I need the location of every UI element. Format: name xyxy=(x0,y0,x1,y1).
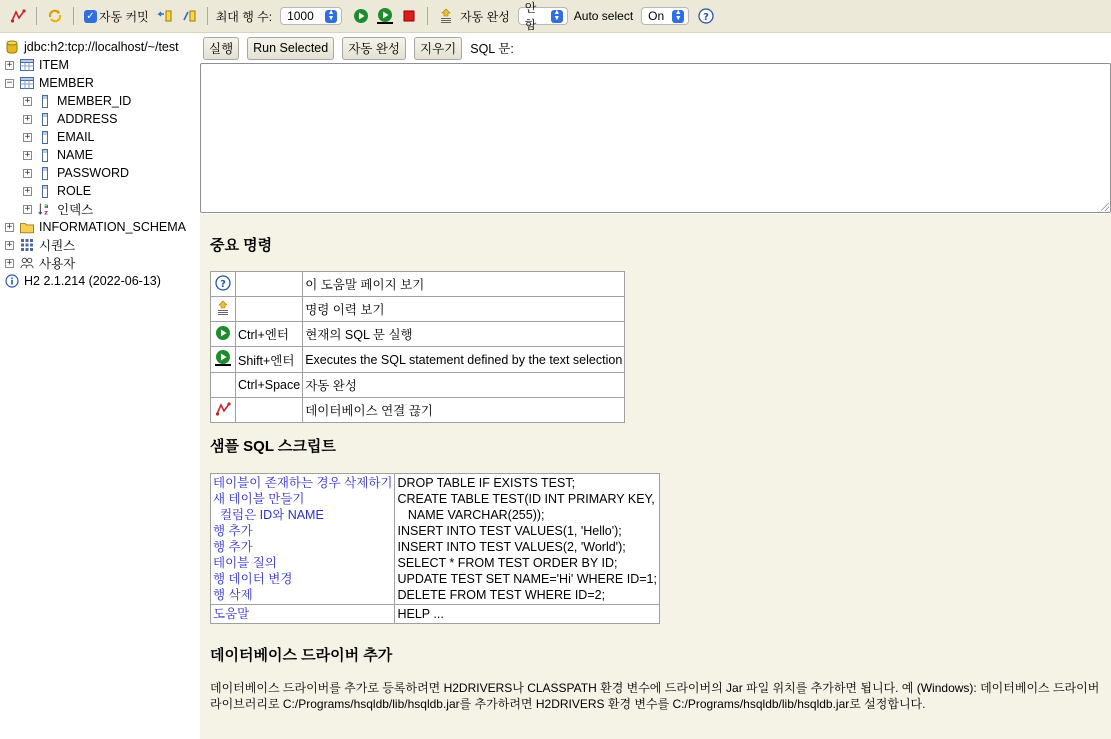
tree-item-label: ADDRESS xyxy=(57,112,118,126)
chevron-updown-icon: ▲ ▼ xyxy=(672,10,684,23)
expand-icon[interactable]: + xyxy=(24,203,31,214)
column-icon xyxy=(38,148,52,162)
tree-connection[interactable] xyxy=(0,38,200,56)
column-icon xyxy=(38,94,52,108)
tree-item-label: 사용자 xyxy=(39,257,76,271)
tree-item-사용자[interactable] xyxy=(0,254,200,272)
stop-icon[interactable] xyxy=(400,7,418,25)
command-icon-cell xyxy=(211,347,236,373)
help-panel xyxy=(200,214,1111,739)
table-row xyxy=(211,605,660,624)
database-icon xyxy=(5,40,19,54)
sample-code-cell xyxy=(395,474,659,605)
run-button[interactable]: 실행 xyxy=(203,37,239,60)
expand-icon[interactable]: + xyxy=(24,113,31,124)
toolbar-separator xyxy=(427,7,428,25)
tree-item-information-schema[interactable] xyxy=(0,218,200,236)
autoselect-value: On xyxy=(648,9,665,23)
expand-icon[interactable]: + xyxy=(24,185,31,196)
tree-item-member[interactable] xyxy=(0,74,200,92)
rollback-icon[interactable] xyxy=(156,7,174,25)
sample-code-line: INSERT INTO TEST VALUES(1, 'Hello'); xyxy=(397,524,622,538)
command-key: Shift+엔터 xyxy=(236,347,303,373)
table-row xyxy=(211,373,625,398)
expand-icon[interactable]: + xyxy=(24,131,31,142)
run-selected-icon xyxy=(214,349,232,367)
sample-code-line: DELETE FROM TEST WHERE ID=2; xyxy=(397,588,606,602)
column-icon xyxy=(38,184,52,198)
command-icon-cell xyxy=(211,272,236,297)
help-link[interactable]: 도움말 xyxy=(213,607,250,621)
svg-text:a: a xyxy=(44,203,49,211)
schema-tree xyxy=(0,33,200,739)
tree-item-label: INFORMATION_SCHEMA xyxy=(39,220,186,234)
command-icon-cell xyxy=(211,297,236,322)
autocommit-checkbox[interactable]: ✓ xyxy=(84,10,97,23)
sql-button-bar xyxy=(200,33,1111,63)
expand-icon[interactable]: + xyxy=(6,257,13,268)
tree-item-role[interactable] xyxy=(0,182,200,200)
sample-code-line: DROP TABLE IF EXISTS TEST; xyxy=(397,476,576,490)
tree-item-label: MEMBER xyxy=(39,76,94,90)
command-key: Ctrl+Space xyxy=(236,373,303,398)
sample-code-line: NAME VARCHAR(255)); xyxy=(397,508,545,522)
column-icon xyxy=(38,130,52,144)
connection-url: jdbc:h2:tcp://localhost/~/test xyxy=(24,40,179,54)
index-icon xyxy=(38,202,52,216)
sample-code-line: INSERT INTO TEST VALUES(2, 'World'); xyxy=(397,540,626,554)
command-key xyxy=(236,272,303,297)
svg-text:z: z xyxy=(44,209,48,217)
tree-item-label: 인덱스 xyxy=(57,203,94,217)
sample-link[interactable]: 행 추가 xyxy=(213,524,253,538)
column-icon xyxy=(38,112,52,126)
table-icon xyxy=(20,58,34,72)
tree-item-label: ITEM xyxy=(39,58,69,72)
sample-links-cell xyxy=(211,474,395,605)
expand-icon[interactable]: + xyxy=(6,221,13,232)
refresh-icon[interactable] xyxy=(46,7,64,25)
expand-icon[interactable]: + xyxy=(6,239,13,250)
tree-item-인덱스[interactable] xyxy=(0,200,200,218)
tree-item-item[interactable] xyxy=(0,56,200,74)
tree-item-label: 시퀀스 xyxy=(39,239,76,253)
tree-item-member-id[interactable] xyxy=(0,92,200,110)
help-link-cell xyxy=(211,605,395,624)
autocomplete-value: 안함 xyxy=(524,1,537,32)
max-rows-label: 최대 행 수: xyxy=(215,9,273,24)
table-row xyxy=(211,398,625,423)
command-key: Ctrl+엔터 xyxy=(236,322,303,347)
run-icon xyxy=(215,325,231,341)
autocommit-label: 자동 커밋 xyxy=(99,9,149,24)
expand-icon[interactable]: + xyxy=(24,95,31,106)
tree-item-label: PASSWORD xyxy=(57,166,129,180)
history-icon[interactable] xyxy=(437,7,455,25)
max-rows-value: 1000 xyxy=(287,9,314,23)
commit-icon[interactable] xyxy=(180,7,198,25)
collapse-icon[interactable]: − xyxy=(6,77,13,88)
sample-code-line: UPDATE TEST SET NAME='Hi' WHERE ID=1; xyxy=(397,572,657,586)
sample-link[interactable]: 행 추가 xyxy=(213,540,253,554)
svg-text:?: ? xyxy=(703,12,710,23)
tree-item-label: MEMBER_ID xyxy=(57,94,132,108)
command-description: 데이터베이스 연결 끊기 xyxy=(303,398,625,423)
help-icon[interactable] xyxy=(697,7,715,25)
command-description: 명령 이력 보기 xyxy=(303,297,625,322)
tree-version xyxy=(0,272,200,290)
command-description: 이 도움말 페이지 보기 xyxy=(303,272,625,297)
disconnect-icon xyxy=(215,401,231,417)
run-selected-icon[interactable] xyxy=(376,7,394,25)
svg-text:?: ? xyxy=(220,278,226,290)
run-selected-button[interactable]: Run Selected xyxy=(247,37,334,60)
expand-icon[interactable]: + xyxy=(24,149,31,160)
driver-description: 데이터베이스 드라이버를 추가로 등록하려면 H2DRIVERS나 CLASSPATH 환경 변수에 드라이버의 Jar 파일 위치를 추가하면 됩니다. 예 (Windows): 데이터베이스 드라이버 라이브러리로 C:/Programs/hsqldb/lib/hsqldb.jar를 추가하려면 H2DRIVERS 환경 변수를 C:/Programs/hsqldb/lib/hsqldb.jar로 설정합니다. xyxy=(210,681,1100,711)
command-icon-cell xyxy=(211,398,236,423)
command-key xyxy=(236,398,303,423)
history-icon xyxy=(215,300,231,316)
command-description: 현재의 SQL 문 실행 xyxy=(303,322,625,347)
max-rows-select[interactable] xyxy=(280,7,342,25)
expand-icon[interactable]: + xyxy=(6,59,13,70)
tree-item-address[interactable] xyxy=(0,110,200,128)
version-label: H2 2.1.214 (2022-06-13) xyxy=(24,274,161,288)
commands-table xyxy=(210,271,625,423)
table-row xyxy=(211,272,625,297)
resize-grip[interactable] xyxy=(1101,203,1109,211)
autoselect-label: Auto select xyxy=(573,9,634,23)
chevron-updown-icon: ▲ ▼ xyxy=(551,10,563,23)
toolbar-separator xyxy=(207,7,208,25)
sequence-icon xyxy=(20,238,34,252)
sample-link[interactable]: 행 데이터 변경 xyxy=(213,572,293,586)
sql-statement-label: SQL 문: xyxy=(470,42,514,56)
help-code-cell xyxy=(395,605,659,624)
expand-icon[interactable]: + xyxy=(24,167,31,178)
sample-link[interactable]: 테이블이 존재하는 경우 삭제하기 xyxy=(213,476,393,490)
clear-button[interactable]: 지우기 xyxy=(414,37,462,60)
autocomplete-label: 자동 완성 xyxy=(460,9,510,24)
table-row xyxy=(211,322,625,347)
table-row xyxy=(211,347,625,373)
sample-link[interactable]: 새 테이블 만들기 xyxy=(213,492,305,506)
table-row xyxy=(211,474,660,605)
tree-item-label: EMAIL xyxy=(57,130,95,144)
sample-code-line: CREATE TABLE TEST(ID INT PRIMARY KEY, xyxy=(397,492,655,506)
chevron-updown-icon: ▲ ▼ xyxy=(325,10,337,23)
sample-link[interactable]: 테이블 질의 xyxy=(213,556,277,570)
autocomplete-select[interactable] xyxy=(518,1,568,32)
sample-link[interactable]: 행 삭제 xyxy=(213,588,253,602)
tree-item-label: NAME xyxy=(57,148,94,162)
command-description: 자동 완성 xyxy=(303,373,625,398)
table-icon xyxy=(20,76,34,90)
folder-icon xyxy=(20,220,34,234)
table-row xyxy=(211,297,625,322)
disconnect-icon[interactable] xyxy=(9,7,27,25)
sample-sql-title: 샘플 SQL 스크립트 xyxy=(210,438,336,455)
command-icon-cell xyxy=(211,322,236,347)
tree-item-label: ROLE xyxy=(57,184,92,198)
sql-editor[interactable] xyxy=(200,63,1111,213)
column-icon xyxy=(38,166,52,180)
tree-item-password[interactable] xyxy=(0,164,200,182)
toolbar xyxy=(0,0,1111,33)
sample-sql-table xyxy=(210,473,660,624)
toolbar-separator xyxy=(73,7,74,25)
command-key xyxy=(236,297,303,322)
autocomplete-button[interactable]: 자동 완성 xyxy=(342,37,406,60)
command-description: Executes the SQL statement defined by the text selection xyxy=(303,347,625,373)
driver-title: 데이터베이스 드라이버 추가 xyxy=(210,647,393,664)
sample-link[interactable]: 컬럼은 ID와 NAME xyxy=(213,508,324,522)
help-code: HELP ... xyxy=(397,607,444,621)
important-commands-title: 중요 명령 xyxy=(210,237,273,254)
toolbar-separator xyxy=(36,7,37,25)
tree-item-email[interactable] xyxy=(0,128,200,146)
info-icon xyxy=(5,274,19,288)
autoselect-select[interactable] xyxy=(641,7,689,25)
tree-item-name[interactable] xyxy=(0,146,200,164)
sample-code-line: SELECT * FROM TEST ORDER BY ID; xyxy=(397,556,618,570)
run-icon[interactable] xyxy=(352,7,370,25)
help-icon xyxy=(215,275,231,291)
users-icon xyxy=(20,256,34,270)
command-icon-cell xyxy=(211,373,236,398)
tree-item-시퀀스[interactable] xyxy=(0,236,200,254)
